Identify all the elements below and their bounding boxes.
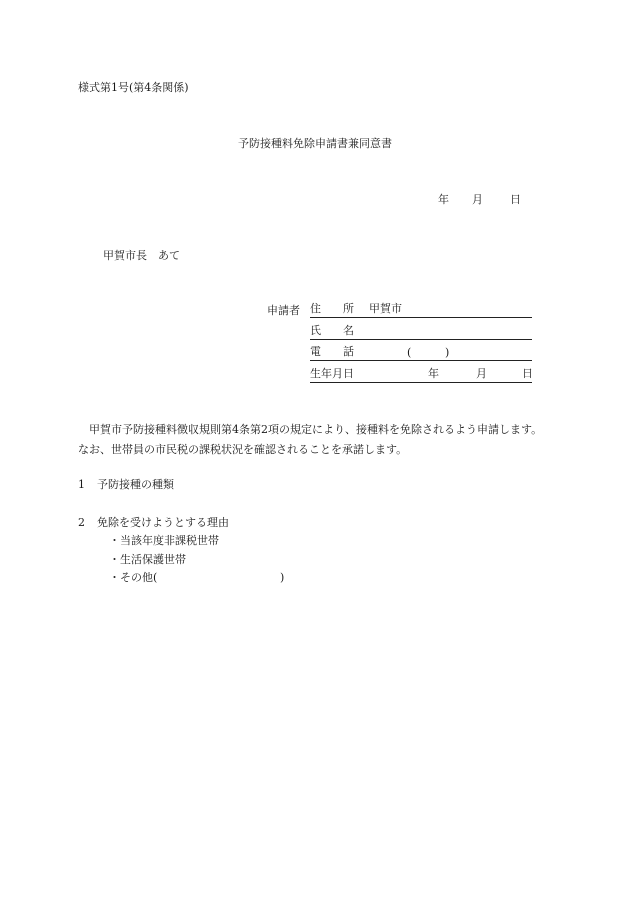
name-label: 氏 名 bbox=[310, 324, 354, 337]
form-number: 様式第1号(第4条関係) bbox=[78, 81, 189, 94]
document-title: 予防接種料免除申請書兼同意書 bbox=[238, 137, 392, 150]
addressee: 甲賀市長 あて bbox=[103, 249, 180, 262]
reason-other-label: ・その他( bbox=[109, 571, 158, 584]
item-exemption-reason bbox=[78, 516, 229, 530]
date-line bbox=[438, 193, 521, 207]
reason-other[interactable] bbox=[109, 571, 285, 585]
birth-month: 月 bbox=[476, 367, 487, 380]
birthdate-field[interactable] bbox=[310, 366, 532, 383]
phone-paren-close: ) bbox=[445, 346, 450, 359]
body-paragraph: 甲賀市予防接種料徴収規則第4条第2項の規定により、接種料を免除されるよう申請します。なお、世帯員の市民税の課税状況を確認されることを承諾します。 bbox=[78, 423, 543, 456]
birth-day: 日 bbox=[522, 367, 533, 380]
item-text: 免除を受けようとする理由 bbox=[97, 516, 229, 529]
date-day: 日 bbox=[510, 193, 521, 206]
item-number: 2 bbox=[78, 516, 85, 529]
address-field[interactable] bbox=[310, 301, 532, 318]
reason-other-close: ) bbox=[280, 571, 285, 584]
reason-welfare[interactable]: ・生活保護世帯 bbox=[109, 553, 186, 566]
name-field[interactable] bbox=[310, 323, 532, 340]
phone-field[interactable] bbox=[310, 344, 532, 361]
phone-paren-open: ( bbox=[407, 346, 412, 359]
address-value: 甲賀市 bbox=[369, 302, 402, 315]
birthdate-label: 生年月日 bbox=[310, 367, 354, 380]
item-text: 予防接種の種類 bbox=[97, 478, 174, 491]
reason-non-taxable[interactable]: ・当該年度非課税世帯 bbox=[109, 534, 219, 547]
date-month: 月 bbox=[472, 193, 483, 206]
item-number: 1 bbox=[78, 478, 85, 491]
item-vaccination-type bbox=[78, 478, 174, 492]
date-year: 年 bbox=[438, 193, 449, 206]
phone-label: 電 話 bbox=[310, 345, 354, 358]
birth-year: 年 bbox=[428, 367, 439, 380]
address-label: 住 所 bbox=[310, 302, 354, 315]
applicant-label: 申請者 bbox=[267, 304, 300, 317]
